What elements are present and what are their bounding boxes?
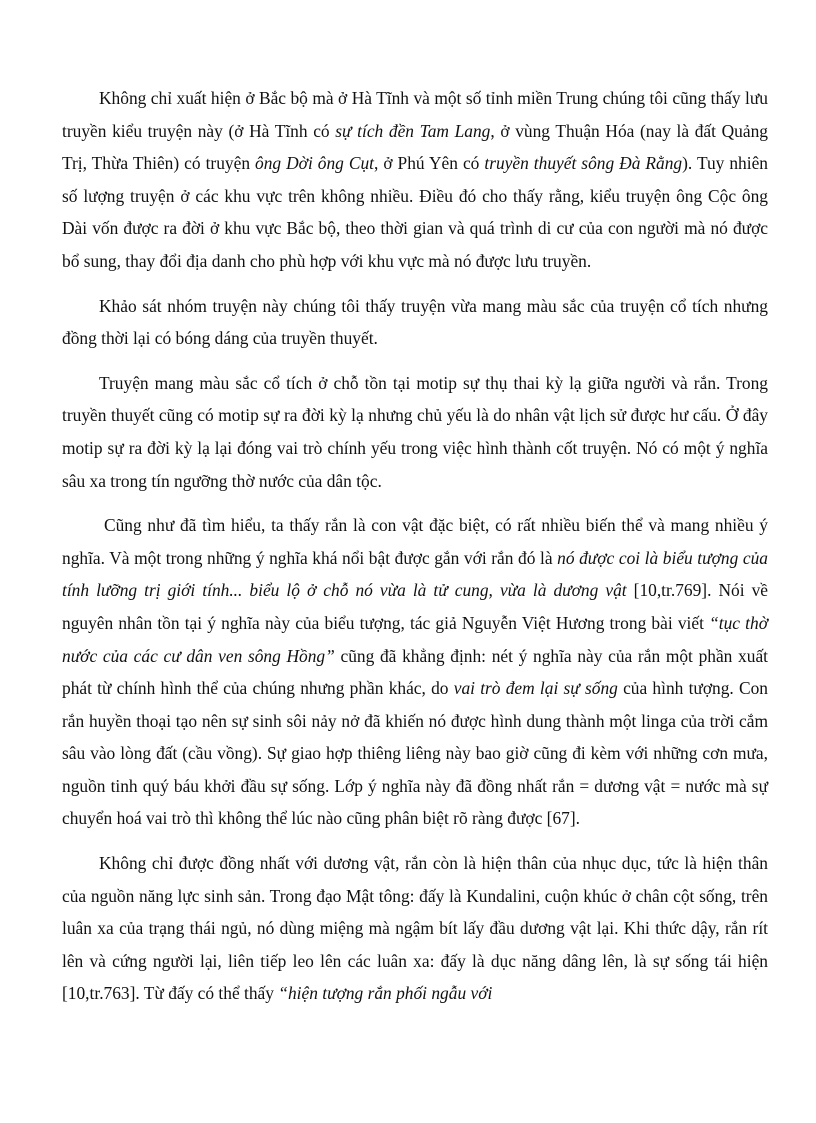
document-body xyxy=(62,82,768,1022)
paragraph-5 xyxy=(62,847,768,1010)
text-run: của hình tượng. Con rắn huyền thoại tạo nên sự sinh sôi nảy nở đã khiến nó được hình dung thành một linga của trời cắm sâu vào lòng đất (cầu vồng). Sự giao hợp thiêng liêng này bao giờ cũng đi kèm với những cơn mưa, nguồn tinh quý báu khởi đầu sự sống. Lớp ý nghĩa này đã đồng nhất rắn = dương vật = nước mà sự chuyển hoá vai trò thì không thể lúc nào cũng phân biệt rõ ràng được [67]. xyxy=(62,678,768,829)
italic-text-run: truyền thuyết sông Đà Rằng xyxy=(484,153,683,174)
text-run: Không chỉ xuất hiện ở Bắc bộ mà ở Hà Tĩnh và một số tỉnh miền Trung chúng tôi cũng thấy lưu truyền kiểu truyện này (ở Hà Tĩnh có xyxy=(62,88,768,141)
text-run: Khảo sát nhóm truyện này chúng tôi thấy truyện vừa mang màu sắc của truyện cổ tích nhưng đồng thời lại có bóng dáng của truyền thuyết. xyxy=(62,295,768,349)
paragraph-3 xyxy=(62,367,768,497)
italic-text-run: ông Dời ông Cụt xyxy=(255,153,375,174)
italic-text-run: “hiện tượng rắn phối ngẫu với xyxy=(278,983,493,1004)
text-run: cũng đã khẳng định: nét ý nghĩa này của rắn một phần xuất phát từ chính hình thể của chúng nhưng phần khác, do xyxy=(62,645,768,699)
text-run: , ở Phú Yên có xyxy=(374,153,485,174)
italic-text-run: nó được coi là biểu tượng của tính lưỡng trị giới tính... biểu lộ ở chỗ nó vừa là tử cung, vừa là dương vật xyxy=(62,547,768,601)
paragraph-1 xyxy=(62,82,768,278)
text-run: ). Tuy nhiên số lượng truyện ở các khu vực trên không nhiều. Điều đó cho thấy rằng, kiểu truyện ông Cộc ông Dài vốn được ra đời ở khu vực Bắc bộ, theo thời gian và quá trình di cư của con người mà nó được bổ sung, thay đổi địa danh cho phù hợp với khu vực mà nó được lưu truyền. xyxy=(62,153,768,271)
italic-text-run: sự tích đền Tam Lang xyxy=(335,120,491,141)
paragraph-2 xyxy=(62,290,768,355)
italic-text-run: “tục thờ nước của các cư dân ven sông Hồng” xyxy=(62,612,768,666)
paragraph-4 xyxy=(62,509,768,835)
text-run: , ở vùng Thuận Hóa (nay là đất Quảng Trị, Thừa Thiên) có truyện xyxy=(62,120,768,174)
text-run: Cũng như đã tìm hiểu, ta thấy rắn là con vật đặc biệt, có rất nhiều biến thể và mang nhiều ý nghĩa. Và một trong những ý nghĩa khá nổi bật được gắn với rắn đó là xyxy=(62,515,768,568)
text-run: Truyện mang màu sắc cổ tích ở chỗ tồn tại motip sự thụ thai kỳ lạ giữa người và rắn. Trong truyền thuyết cũng có motip sự ra đời kỳ lạ nhưng chủ yếu là do nhân vật lịch sử được hư cấu. Ở đây motip sự ra đời kỳ lạ lại đóng vai trò chính yếu trong việc hình thành cốt truyện. Nó có một ý nghĩa sâu xa trong tín ngưỡng thờ nước của dân tộc. xyxy=(62,372,768,491)
text-run: Không chỉ được đồng nhất với dương vật, rắn còn là hiện thân của nhục dục, tức là hiện thân của nguồn năng lực sinh sản. Trong đạo Mật tông: đấy là Kundalini, cuộn khúc ở chân cột sống, trên luân xa của trạng thái ngủ, nó dùng miệng mà ngậm bít lấy đầu dương vật lại. Khi thức dậy, rắn rít lên và cứng người lại, liên tiếp leo lên các luân xa: đấy là dục năng dâng lên, là sự sống tái hiện [10,tr.763]. Từ đấy có thể thấy xyxy=(62,853,768,1004)
italic-text-run: vai trò đem lại sự sống xyxy=(453,678,618,699)
text-run: [10,tr.769]. Nói về nguyên nhân tồn tại ý nghĩa này của biểu tượng, tác giả Nguyễn Việt Hương trong bài viết xyxy=(62,580,769,633)
